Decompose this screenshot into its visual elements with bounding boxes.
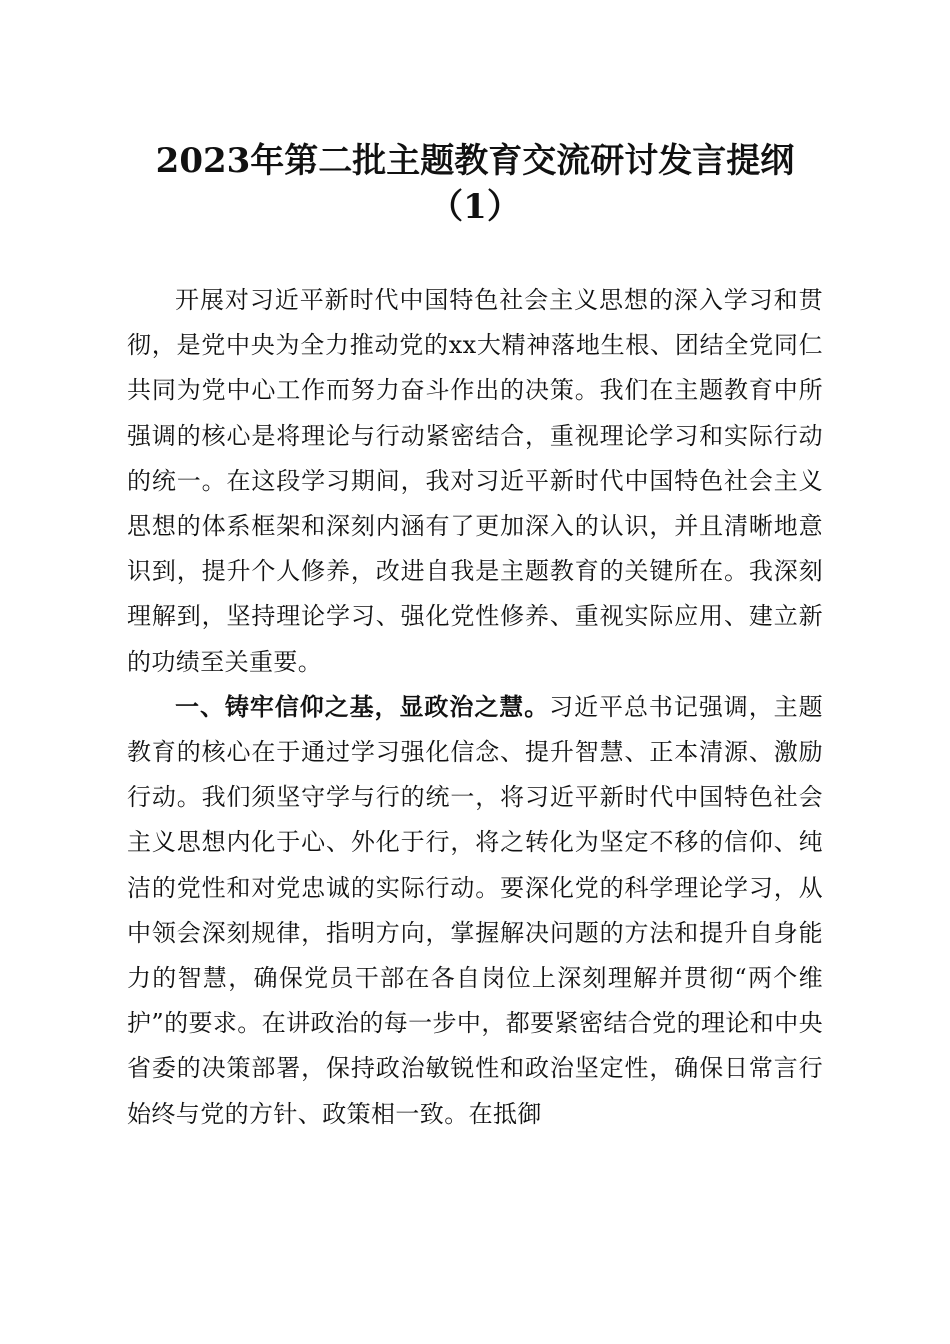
section-1-text: 习近平总书记强调，主题教育的核心在于通过学习强化信念、提升智慧、正本清源、激励行动。我们须坚守学与行的统一，将习近平新时代中国特色社会主义思想内化于心、外化于行，将之转化为坚定不移的信仰、纯洁的党性和对党忠诚的实际行动。要深化党的科学理论学习，从中领会深刻规律，指明方向，掌握解决问题的方法和提升自身能力的智慧，确保党员干部在各自岗位上深刻理解并贯彻“两个维护”的要求。在讲政治的每一步中，都要紧密结合党的理论和中央省委的决策部署，保持政治敏锐性和政治坚定性，确保日常言行始终与党的方针、政策相一致。在抵御 xyxy=(127,692,823,1128)
document-title xyxy=(120,138,830,230)
section-1-paragraph xyxy=(127,685,823,1137)
intro-paragraph: 开展对习近平新时代中国特色社会主义思想的深入学习和贯彻，是党中央为全力推动党的xx大精神落地生根、团结全党同仁共同为党中心工作而努力奋斗作出的决策。我们在主题教育中所强调的核心是将理论与行动紧密结合，重视理论学习和实际行动的统一。在这段学习期间，我对习近平新时代中国特色社会主义思想的体系框架和深刻内涵有了更加深入的认识，并且清晰地意识到，提升个人修养，改进自我是主题教育的关键所在。我深刻理解到，坚持理论学习、强化党性修养、重视实际应用、建立新的功绩至关重要。 xyxy=(127,286,823,676)
section-1-heading: 一、铸牢信仰之基，显政治之慧。 xyxy=(175,692,550,721)
title-main-line: 2023年第二批主题教育交流研讨发言提纲 xyxy=(155,141,795,181)
title-number-line: （1） xyxy=(429,187,521,227)
document-body xyxy=(127,278,823,1137)
